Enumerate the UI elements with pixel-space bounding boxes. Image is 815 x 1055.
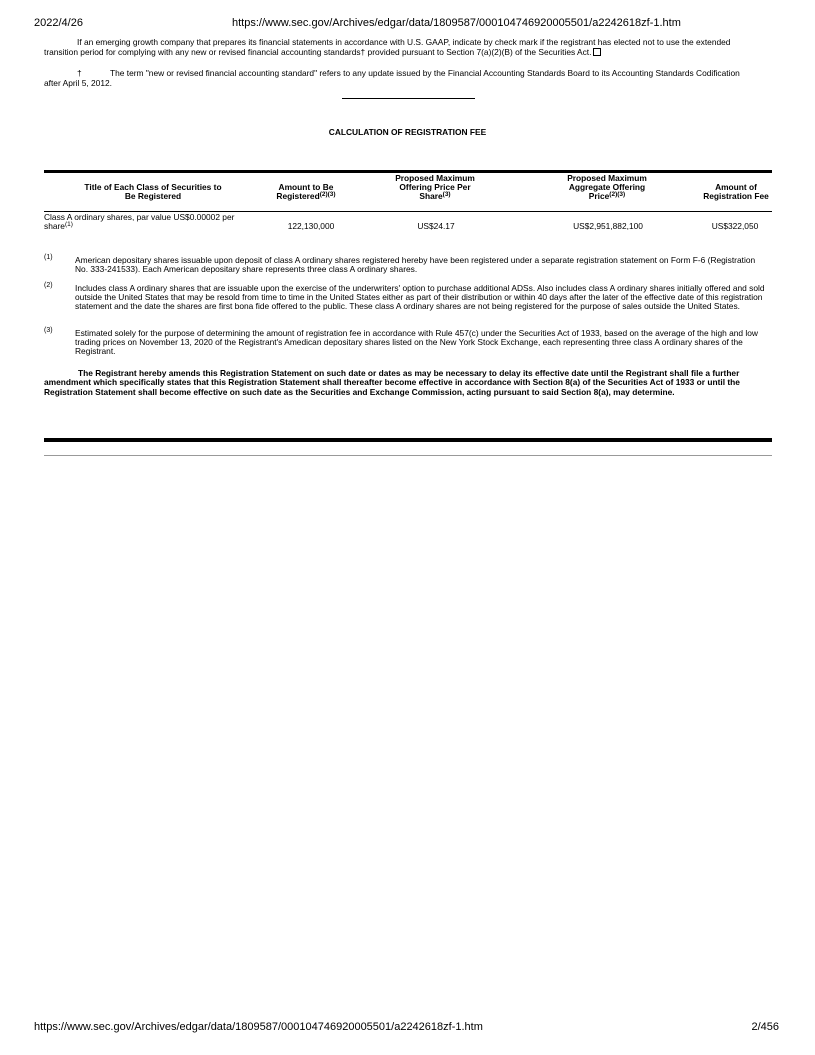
header-title-class: Title of Each Class of Securities to Be Registered	[84, 182, 222, 202]
page-number: 2/456	[751, 1021, 779, 1033]
row-title-note: (1)	[64, 221, 73, 229]
bottom-thick-rule	[44, 438, 772, 442]
footnote-text: American depositary shares issuable upon deposit of class A ordinary shares registered hereby have been registered under a separate registration statement on Form F-6 (Registration No. 333-241533). Each American depositary share represents three class A ordinary shares.	[75, 255, 756, 275]
row-price-per-share: US$24.17	[417, 221, 455, 231]
print-date: 2022/4/26	[34, 17, 83, 29]
separator-rule	[342, 98, 475, 99]
footnote-text: Estimated solely for the purpose of determining the amount of registration fee in accordance with Rule 457(c) under the Securities Act of 1933, based on the average of the high and low trading prices on November 13, 2020 of the Registrant's Amedican depositary shares listed on the New York Stock Exchange, each representing three class A ordinary shares of the Registrant.	[75, 328, 758, 357]
footnote-mark: (3)	[44, 327, 53, 334]
delaying-amendment-legend: The Registrant hereby amends this Registration Statement on such date or dates as may be necessary to delay its effective date until the Registrant shall file a further amendment which specifically states that this Registration Statement shall thereafter become effective in accordance with Section 8(a) of the Securities Act of 1933 or until the Registration Statement shall become effective on such date as the Securities and Exchange Commission, acting pursuant to said Section 8(a), may determine.	[44, 368, 740, 397]
emerging-growth-text: If an emerging growth company that prepares its financial statements in accordance with U.S. GAAP, indicate by check mark if the registrant has elected not to use the extended transition period for complying with any new or revised financial accounting standards† provided pursuant to Section 7(a)(2)(B) of the Securities Act.	[44, 37, 731, 57]
header-registration-fee: Amount of Registration Fee	[703, 182, 769, 202]
footnote-text: Includes class A ordinary shares that are issuable upon the exercise of the underwriters' option to purchase additional ADSs. Also includes class A ordinary shares initially offered and sold outside the United States that may be resold from time to time in the United States either as part of their distribution or within 40 days after the later of the effective date of this registration statement and the date the shares are first bona fide offered to the public. These class A ordinary shares are not being registered for the purpose of sales outside the United States.	[75, 283, 765, 312]
checkbox-icon	[593, 48, 601, 56]
dagger-mark: †	[77, 68, 82, 78]
row-amount: 122,130,000	[287, 221, 335, 231]
header-amount: Amount to Be Registered$^{(2)(3)}$	[276, 182, 336, 202]
row-aggregate-price: US$2,951,882,100	[573, 221, 643, 231]
fasb-note	[44, 69, 756, 88]
header-max-price-note: (3)	[442, 191, 451, 199]
row-title-class: Class A ordinary shares, par value US$0.00002 per share$^{(1)}$	[44, 212, 235, 232]
header-max-aggregate: Proposed Maximum Aggregate Offering Price$^{(2)(3)}$	[567, 173, 647, 202]
calculation-title: CALCULATION OF REGISTRATION FEE	[328, 127, 487, 137]
header-amount-note: (2)(3)	[319, 191, 336, 199]
header-max-price-per-share: Proposed Maximum Offering Price Per Share$^{(3)}$	[395, 173, 475, 202]
print-header-url: https://www.sec.gov/Archives/edgar/data/1809587/000104746920005501/a2242618zf-1.htm	[232, 17, 681, 29]
row-registration-fee: US$322,050	[711, 221, 759, 231]
bottom-thin-rule	[44, 455, 772, 456]
emerging-growth-paragraph	[44, 38, 756, 57]
footnote-mark: (2)	[44, 282, 53, 289]
footnote-mark: (1)	[44, 254, 53, 261]
fasb-note-text: The term "new or revised financial accounting standard" refers to any update issued by the Financial Accounting Standards Board to its Accounting Standards Codification after April 5, 2012.	[44, 68, 740, 88]
print-footer-url: https://www.sec.gov/Archives/edgar/data/1809587/000104746920005501/a2242618zf-1.htm	[34, 1021, 483, 1033]
header-max-aggregate-note: (2)(3)	[609, 191, 626, 199]
